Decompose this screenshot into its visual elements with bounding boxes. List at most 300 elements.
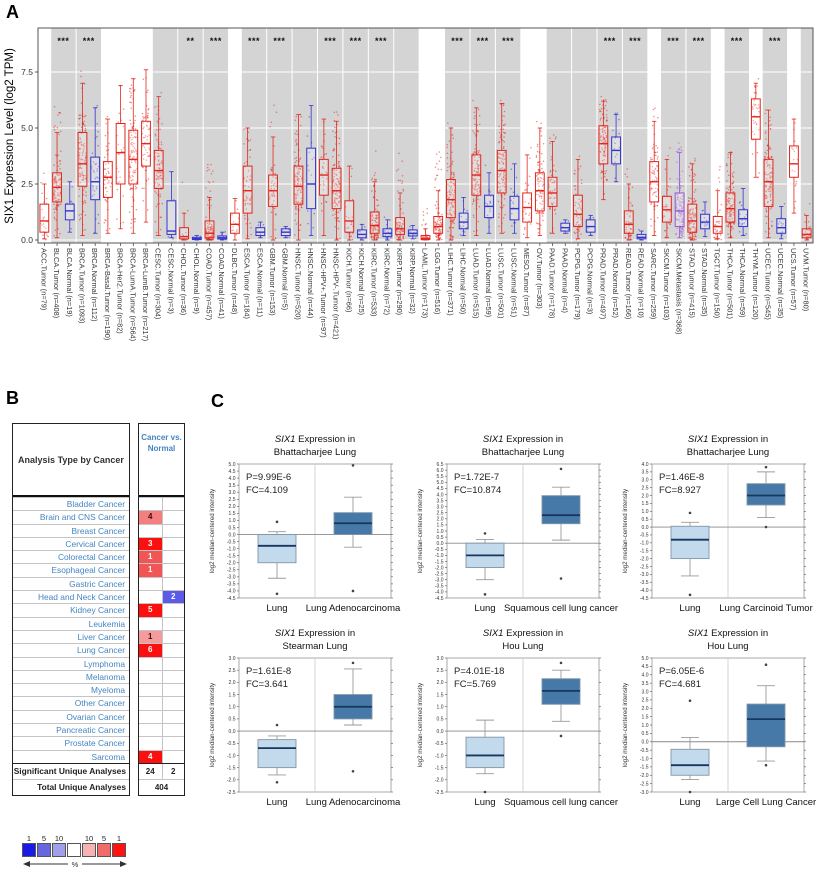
jitter-point bbox=[599, 104, 601, 106]
jitter-point bbox=[727, 154, 729, 156]
x-axis-label: BRCA.Normal (n=112) bbox=[90, 248, 100, 322]
jitter-point bbox=[244, 215, 246, 217]
jitter-point bbox=[449, 166, 451, 168]
jitter-point bbox=[340, 210, 342, 212]
jitter-point bbox=[765, 231, 767, 233]
significance-stars: *** bbox=[629, 36, 642, 46]
y-tick-label: -1.0 bbox=[226, 546, 236, 553]
jitter-point bbox=[575, 189, 577, 191]
jitter-point bbox=[541, 168, 543, 170]
jitter-point bbox=[162, 203, 164, 205]
jitter-point bbox=[616, 112, 618, 114]
significance-stars: ** bbox=[186, 36, 195, 46]
box-column bbox=[713, 166, 722, 241]
jitter-point bbox=[766, 150, 768, 152]
jitter-point bbox=[436, 153, 438, 155]
jitter-point bbox=[375, 150, 377, 152]
plot-title-line2: Hou Lung bbox=[502, 641, 544, 652]
jitter-point bbox=[731, 226, 733, 228]
y-tick-label: 3.5 bbox=[436, 498, 444, 505]
jitter-point bbox=[96, 123, 98, 125]
jitter-point bbox=[299, 230, 301, 232]
jitter-point bbox=[499, 132, 501, 134]
jitter-point bbox=[334, 127, 336, 129]
y-tick-label: 3.0 bbox=[641, 477, 649, 484]
box bbox=[294, 166, 303, 204]
jitter-point bbox=[600, 119, 602, 121]
jitter-point bbox=[84, 121, 86, 123]
jitter-point bbox=[109, 228, 111, 230]
jitter-point bbox=[719, 209, 721, 211]
jitter-point bbox=[721, 239, 723, 241]
jitter-point bbox=[765, 122, 767, 124]
jitter-point bbox=[129, 189, 131, 191]
y-tick-label: -4.0 bbox=[226, 588, 236, 595]
x-axis-label: UCEC.Normal (n=35) bbox=[776, 248, 786, 319]
jitter-point bbox=[135, 185, 137, 187]
jitter-point bbox=[300, 125, 302, 127]
jitter-point bbox=[337, 217, 339, 219]
jitter-point bbox=[503, 116, 505, 118]
jitter-point bbox=[271, 212, 273, 214]
jitter-point bbox=[657, 205, 659, 207]
significant-analyses-values bbox=[139, 763, 184, 779]
upregulated-count-cell bbox=[139, 697, 162, 709]
upregulated-count-cell bbox=[139, 578, 162, 590]
jitter-point bbox=[719, 169, 721, 171]
jitter-point bbox=[765, 215, 767, 217]
x-axis-label: KIRC.Tumor (n=533) bbox=[369, 248, 379, 317]
jitter-point bbox=[435, 205, 437, 207]
jitter-point bbox=[371, 190, 373, 192]
fold-change-label: FC=3.641 bbox=[246, 679, 288, 690]
jitter-point bbox=[307, 135, 309, 137]
jitter-point bbox=[804, 213, 806, 215]
jitter-point bbox=[372, 177, 374, 179]
jitter-point bbox=[473, 199, 475, 201]
box bbox=[205, 221, 214, 238]
analysis-count-row bbox=[139, 710, 184, 723]
jitter-point bbox=[436, 207, 438, 209]
jitter-point bbox=[720, 234, 722, 236]
x-axis-label: BRCA-Basal.Tumor (n=190) bbox=[102, 248, 112, 341]
oncomine-boxplot-cell bbox=[413, 428, 620, 627]
outlier-point bbox=[276, 781, 279, 784]
y-tick-label: 3.0 bbox=[436, 655, 444, 662]
jitter-point bbox=[274, 173, 276, 175]
cancer-type-row: Esophageal Cancer bbox=[13, 563, 129, 576]
x-axis-label: PCPG.Tumor (n=179) bbox=[572, 248, 582, 320]
jitter-point bbox=[374, 175, 376, 177]
analysis-count-row bbox=[139, 750, 184, 763]
jitter-point bbox=[312, 227, 314, 229]
legend-color-swatch bbox=[67, 843, 81, 857]
jitter-point bbox=[625, 237, 627, 239]
jitter-point bbox=[210, 199, 212, 201]
downregulated-count-cell bbox=[162, 511, 185, 523]
jitter-point bbox=[536, 155, 538, 157]
jitter-point bbox=[766, 153, 768, 155]
jitter-point bbox=[258, 224, 260, 226]
jitter-point bbox=[604, 176, 606, 178]
y-tick-label: -2.0 bbox=[226, 560, 236, 567]
y-tick-label: 0.0 bbox=[436, 728, 444, 735]
jitter-point bbox=[320, 156, 322, 158]
percentile-color-legend bbox=[22, 834, 132, 876]
jitter-point bbox=[334, 112, 336, 114]
x-axis-label: KIRC.Normal (n=72) bbox=[382, 248, 392, 316]
jitter-point bbox=[159, 128, 161, 130]
cancer-type-row: Gastric Cancer bbox=[13, 577, 129, 590]
box bbox=[548, 177, 557, 206]
jitter-point bbox=[371, 235, 373, 237]
jitter-point bbox=[390, 237, 392, 239]
jitter-point bbox=[438, 168, 440, 170]
y-tick-label: -2.5 bbox=[434, 571, 444, 578]
jitter-point bbox=[808, 221, 810, 223]
jitter-point bbox=[513, 192, 515, 194]
jitter-point bbox=[434, 186, 436, 188]
jitter-point bbox=[378, 204, 380, 206]
y-tick-label: 2.0 bbox=[641, 493, 649, 500]
jitter-point bbox=[525, 182, 527, 184]
jitter-point bbox=[538, 232, 540, 234]
plot-title-line1: SIX1 Expression in bbox=[687, 434, 769, 445]
significance-stars: *** bbox=[375, 36, 388, 46]
jitter-point bbox=[160, 148, 162, 150]
jitter-point bbox=[339, 161, 341, 163]
jitter-point bbox=[80, 218, 82, 220]
x-axis-label: MESO.Tumor (n=87) bbox=[522, 248, 532, 317]
outlier-point bbox=[765, 663, 768, 666]
band-shade bbox=[204, 28, 228, 243]
jitter-point bbox=[568, 220, 570, 222]
jitter-point bbox=[688, 201, 690, 203]
plot-title-line2: Bhattacharjee Lung bbox=[273, 447, 357, 458]
jitter-point bbox=[553, 165, 555, 167]
jitter-point bbox=[765, 138, 767, 140]
cancer-type-row: Myeloma bbox=[13, 683, 129, 696]
jitter-point bbox=[271, 167, 273, 169]
significance-stars: *** bbox=[273, 36, 286, 46]
box bbox=[542, 496, 580, 524]
box bbox=[258, 535, 296, 563]
panel-c-label: C bbox=[211, 391, 224, 411]
jitter-point bbox=[299, 224, 301, 226]
jitter-point bbox=[542, 211, 544, 213]
jitter-point bbox=[123, 108, 125, 110]
jitter-point bbox=[655, 155, 657, 157]
jitter-point bbox=[541, 213, 543, 215]
jitter-point bbox=[53, 204, 55, 206]
jitter-point bbox=[122, 195, 124, 197]
jitter-point bbox=[654, 107, 656, 109]
legend-swatch-label: 5 bbox=[101, 834, 107, 843]
x-axis-label: CESC.Normal (n=3) bbox=[166, 248, 176, 314]
jitter-point bbox=[296, 142, 298, 144]
cancer-type-rows bbox=[13, 497, 129, 763]
jitter-point bbox=[503, 217, 505, 219]
jitter-point bbox=[795, 183, 797, 185]
jitter-point bbox=[529, 157, 531, 159]
x-axis-label: CESC.Tumor (n=304) bbox=[153, 248, 163, 320]
jitter-point bbox=[449, 235, 451, 237]
jitter-point bbox=[212, 170, 214, 172]
x-category-label: Lung bbox=[679, 797, 701, 808]
jitter-point bbox=[578, 168, 580, 170]
y-tick-label: 3.5 bbox=[641, 469, 649, 476]
jitter-point bbox=[332, 150, 334, 152]
legend-swatch-label: 5 bbox=[41, 834, 47, 843]
jitter-point bbox=[439, 151, 441, 153]
jitter-point bbox=[638, 229, 640, 231]
x-axis-label: SKCM.Tumor (n=103) bbox=[661, 248, 671, 321]
jitter-point bbox=[156, 192, 158, 194]
jitter-point bbox=[741, 205, 743, 207]
analysis-count-row bbox=[139, 590, 184, 603]
box-column bbox=[650, 107, 659, 235]
jitter-point bbox=[667, 155, 669, 157]
y-tick-label: 1.5 bbox=[436, 522, 444, 529]
jitter-point bbox=[80, 214, 82, 216]
legend-color-swatch bbox=[22, 843, 36, 857]
jitter-point bbox=[604, 108, 606, 110]
jitter-point bbox=[156, 129, 158, 131]
jitter-point bbox=[574, 170, 576, 172]
jitter-point bbox=[58, 134, 60, 136]
jitter-point bbox=[477, 199, 479, 201]
x-axis-label: LUSC.Normal (n=51) bbox=[509, 248, 519, 318]
jitter-point bbox=[307, 223, 309, 225]
jitter-point bbox=[96, 136, 98, 138]
jitter-point bbox=[464, 231, 466, 233]
box bbox=[574, 195, 583, 226]
upregulated-count-cell bbox=[139, 525, 162, 537]
jitter-point bbox=[478, 150, 480, 152]
x-axis-label: THYM.Tumor (n=120) bbox=[750, 248, 760, 320]
box-column bbox=[434, 151, 443, 240]
outlier-point bbox=[765, 466, 768, 469]
y-tick-label: 2.5 bbox=[228, 667, 236, 674]
jitter-point bbox=[54, 212, 56, 214]
jitter-point bbox=[92, 152, 94, 154]
jitter-point bbox=[53, 127, 55, 129]
jitter-point bbox=[530, 147, 532, 149]
jitter-point bbox=[147, 209, 149, 211]
jitter-point bbox=[543, 143, 545, 145]
jitter-point bbox=[693, 202, 695, 204]
x-axis-label: ESCA.Normal (n=11) bbox=[255, 248, 265, 318]
jitter-point bbox=[46, 198, 48, 200]
jitter-point bbox=[446, 144, 448, 146]
jitter-point bbox=[551, 175, 553, 177]
box bbox=[396, 218, 405, 235]
jitter-point bbox=[504, 132, 506, 134]
jitter-point bbox=[677, 151, 679, 153]
jitter-point bbox=[503, 128, 505, 130]
y-tick-label: 3.5 bbox=[641, 680, 649, 687]
x-axis-label: SKCM.Metastasis (n=368) bbox=[674, 248, 684, 335]
jitter-point bbox=[503, 146, 505, 148]
jitter-point bbox=[207, 238, 209, 240]
jitter-point bbox=[657, 158, 659, 160]
jitter-point bbox=[631, 239, 633, 241]
jitter-point bbox=[43, 173, 45, 175]
jitter-point bbox=[537, 146, 539, 148]
jitter-point bbox=[271, 122, 273, 124]
jitter-point bbox=[691, 169, 693, 171]
analysis-count-row bbox=[139, 696, 184, 709]
jitter-point bbox=[81, 102, 83, 104]
y-tick-label: 0.5 bbox=[641, 731, 649, 738]
jitter-point bbox=[771, 156, 773, 158]
y-axis-title: log2 median-centered intensity bbox=[417, 488, 424, 574]
jitter-point bbox=[682, 235, 684, 237]
jitter-point bbox=[766, 222, 768, 224]
jitter-point bbox=[581, 183, 583, 185]
jitter-point bbox=[301, 204, 303, 206]
jitter-point bbox=[485, 165, 487, 167]
upregulated-count-cell: 6 bbox=[139, 644, 162, 656]
downregulated-count-cell bbox=[162, 538, 185, 550]
y-tick-label: -3.0 bbox=[226, 574, 236, 581]
jitter-point bbox=[274, 164, 276, 166]
y-tick-label: 1.5 bbox=[228, 511, 236, 518]
outlier-point bbox=[484, 593, 487, 596]
jitter-point bbox=[655, 145, 657, 147]
box bbox=[258, 740, 296, 768]
significance-stars: *** bbox=[247, 36, 260, 46]
jitter-point bbox=[60, 163, 62, 165]
jitter-point bbox=[130, 95, 132, 97]
jitter-point bbox=[604, 193, 606, 195]
oncomine-boxplot-cell bbox=[618, 622, 825, 821]
box bbox=[40, 204, 49, 232]
y-tick-label: 5.0 bbox=[228, 461, 236, 468]
y-tick-label: -1.5 bbox=[434, 765, 444, 772]
y-tick-label: 5.5 bbox=[436, 473, 444, 480]
jitter-point bbox=[731, 189, 733, 191]
jitter-point bbox=[680, 146, 682, 148]
jitter-point bbox=[295, 119, 297, 121]
jitter-point bbox=[182, 182, 184, 184]
oncomine-boxplot-cell bbox=[205, 622, 412, 821]
y-tick-label: 5.0 bbox=[21, 123, 33, 133]
jitter-point bbox=[296, 223, 298, 225]
p-value-label: P=6.05E-6 bbox=[659, 666, 705, 677]
y-tick-label: -1.0 bbox=[639, 756, 649, 763]
y-tick-label: 3.5 bbox=[228, 482, 236, 489]
outlier-point bbox=[352, 662, 355, 665]
jitter-point bbox=[500, 129, 502, 131]
y-tick-label: 2.5 bbox=[21, 179, 33, 189]
y-tick-label: 0.5 bbox=[228, 716, 236, 723]
jitter-point bbox=[106, 201, 108, 203]
jitter-point bbox=[693, 175, 695, 177]
jitter-point bbox=[453, 172, 455, 174]
jitter-point bbox=[542, 215, 544, 217]
jitter-point bbox=[657, 151, 659, 153]
legend-swatch-item bbox=[97, 834, 111, 857]
jitter-point bbox=[207, 167, 209, 169]
plot-title-line1: SIX1 Expression in bbox=[274, 628, 356, 639]
jitter-point bbox=[606, 179, 608, 181]
jitter-point bbox=[79, 188, 81, 190]
y-tick-label: -2.0 bbox=[226, 777, 236, 784]
jitter-point bbox=[130, 185, 132, 187]
jitter-point bbox=[447, 166, 449, 168]
jitter-point bbox=[504, 123, 506, 125]
analysis-count-row bbox=[139, 643, 184, 656]
x-axis-label: PAAD.Normal (n=4) bbox=[560, 248, 570, 313]
oncomine-boxplot bbox=[413, 428, 620, 622]
y-tick-label: 1.5 bbox=[641, 501, 649, 508]
jitter-point bbox=[721, 204, 723, 206]
jitter-point bbox=[83, 211, 85, 213]
upregulated-count-cell bbox=[139, 498, 162, 510]
jitter-point bbox=[681, 235, 683, 237]
jitter-point bbox=[606, 110, 608, 112]
jitter-point bbox=[60, 150, 62, 152]
jitter-point bbox=[599, 164, 601, 166]
jitter-point bbox=[47, 236, 49, 238]
jitter-point bbox=[615, 112, 617, 114]
jitter-point bbox=[479, 124, 481, 126]
jitter-point bbox=[771, 225, 773, 227]
jitter-point bbox=[474, 124, 476, 126]
x-axis-label: DLBC.Tumor (n=48) bbox=[229, 248, 239, 315]
jitter-point bbox=[499, 137, 501, 139]
x-axis-label: READ.Tumor (n=166) bbox=[623, 248, 633, 320]
jitter-point bbox=[155, 221, 157, 223]
jitter-point bbox=[784, 203, 786, 205]
jitter-point bbox=[726, 187, 728, 189]
jitter-point bbox=[453, 223, 455, 225]
jitter-point bbox=[474, 115, 476, 117]
jitter-point bbox=[396, 170, 398, 172]
jitter-point bbox=[59, 233, 61, 235]
jitter-point bbox=[474, 152, 476, 154]
jitter-point bbox=[130, 108, 132, 110]
jitter-point bbox=[207, 164, 209, 166]
jitter-point bbox=[271, 169, 273, 171]
jitter-point bbox=[758, 172, 760, 174]
jitter-point bbox=[614, 177, 616, 179]
jitter-point bbox=[503, 147, 505, 149]
jitter-point bbox=[85, 195, 87, 197]
jitter-point bbox=[116, 189, 118, 191]
jitter-point bbox=[143, 79, 145, 81]
x-axis-label: HNSC-HPV+.Tumor (n=97) bbox=[318, 248, 328, 338]
jitter-point bbox=[474, 148, 476, 150]
jitter-point bbox=[398, 153, 400, 155]
jitter-point bbox=[452, 160, 454, 162]
jitter-point bbox=[58, 165, 60, 167]
jitter-point bbox=[504, 111, 506, 113]
jitter-point bbox=[130, 92, 132, 94]
jitter-point bbox=[421, 224, 423, 226]
x-axis-label: CHOL.Tumor (n=36) bbox=[179, 248, 189, 316]
box-column bbox=[751, 78, 760, 178]
jitter-point bbox=[728, 189, 730, 191]
analysis-count-row bbox=[139, 524, 184, 537]
outlier-point bbox=[689, 512, 692, 515]
jitter-point bbox=[694, 198, 696, 200]
x-axis-label: THCA.Normal (n=59) bbox=[738, 248, 748, 318]
p-value-label: P=1.61E-8 bbox=[246, 666, 292, 677]
analysis-count-row bbox=[139, 497, 184, 510]
jitter-point bbox=[70, 201, 72, 203]
